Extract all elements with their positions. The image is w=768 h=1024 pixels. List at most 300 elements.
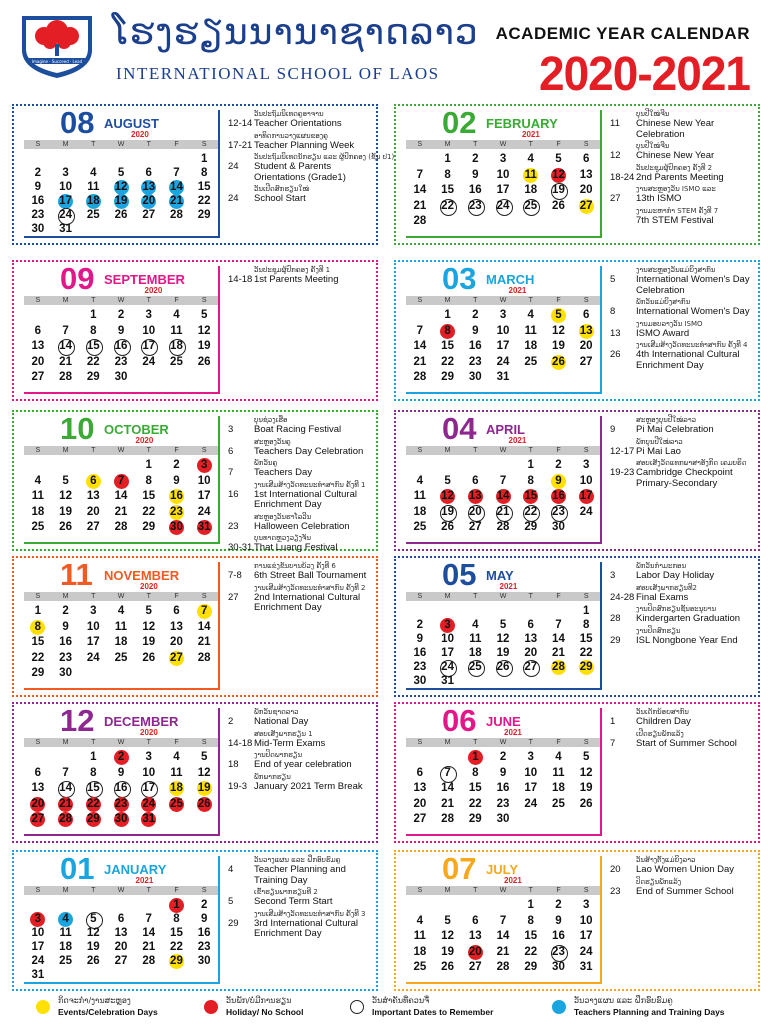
day-cell: 5 [117,167,125,179]
event-english-label: Teacher Planning Week [254,139,355,151]
day-cell: 26 [441,961,454,973]
weekday-label: M [62,593,69,600]
day-cell: 5 [444,474,451,487]
mini-calendar [24,261,220,394]
day-cell: 11 [170,324,183,337]
day-cell: 18 [524,184,538,196]
mini-calendar [406,851,602,984]
day-cell [434,604,462,618]
day-cell [52,458,80,474]
day-cell: 19 [107,194,135,208]
weekday-label: T [528,297,533,304]
week-row [406,960,600,976]
day-cell: 21 [114,505,128,518]
day-cell: 21 [413,355,427,368]
day-cell: 18 [524,340,538,352]
day-cell [545,214,573,230]
day-cell: 15 [79,339,107,355]
day-cell: 16 [107,339,135,355]
weekday-label: T [146,141,151,148]
day-cell: 20 [461,945,489,961]
day-grid [24,458,218,536]
month-name: SEPTEMBER [104,272,185,287]
event-date: 20 [610,864,621,875]
weekday-header [406,296,600,305]
legend-english-label: Holiday/ No School [226,1007,304,1017]
day-cell: 18 [79,194,107,208]
day-cell: 5 [555,153,562,165]
month-number: 02 [442,105,477,140]
event-english-label: International Women's Day [636,306,750,317]
legend [0,996,768,1020]
day-cell: 2 [117,309,125,321]
day-cell [489,898,517,914]
day-cell: 31 [190,520,218,536]
day-cell: 24 [52,208,80,222]
event-lao-label: ວັນປະຖົມນິເທດນັກຮຽນ ແລະ ຜູ້ປົກຄອງ (ຊັ້ນ ປ1) [254,153,395,161]
weekday-label: S [417,141,423,148]
day-cell: 18 [413,945,427,958]
day-cell: 20 [461,505,489,521]
event-item [228,856,378,886]
event-lao-label: ສອບເສັງວັດແທກພາສາອັງກິດ ເຄມບຣິດ [636,459,747,467]
day-cell: 24 [579,505,593,518]
day-cell: 29 [468,813,482,825]
weekday-label: S [35,739,41,746]
day-cell [163,666,191,682]
day-cell: 5 [200,751,208,763]
day-cell [107,666,135,682]
mini-calendar [406,261,602,394]
mini-calendar [406,411,602,544]
weekday-label: W [117,297,125,304]
day-cell: 28 [197,651,211,664]
day-cell: 15 [441,340,454,352]
event-lao-label: ງານປິດສົກຮຽນຊັ້ນອະນຸບານ [636,605,717,613]
week-row [406,370,600,386]
month-number: 01 [60,851,95,886]
day-cell: 19 [197,340,211,352]
day-cell: 28 [413,371,427,383]
day-cell [517,674,545,688]
day-cell: 31 [579,961,593,973]
day-cell: 13 [579,168,593,181]
day-cell: 29 [79,812,107,828]
weekday-label: T [146,739,151,746]
day-cell: 8 [24,620,52,636]
event-lao-label: ວັນປະຊຸມຜູ້ປົກຄອງ ຄັ້ງທີ 1 [254,266,331,274]
week-row [24,489,218,505]
day-cell: 21 [441,797,454,810]
day-cell: 14 [496,930,510,942]
week-row [406,945,600,961]
event-english-label: End of Summer School [636,885,734,897]
day-cell: 13 [170,620,183,633]
month-panel-february [394,104,760,245]
day-cell [52,152,80,166]
weekday-label: M [62,887,69,894]
day-cell: 12 [552,324,565,337]
day-cell [52,750,80,766]
month-year: 2020 [131,130,149,139]
day-cell: 21 [52,797,80,813]
event-english-label: Kindergarten Graduation [636,613,741,624]
month-year: 2021 [508,436,527,445]
weekday-label: T [146,297,151,304]
event-lao-label: ບຸນທາດຫຼວງວຽງຈັນ [254,534,312,542]
day-cell: 3 [24,912,52,926]
school-logo [14,12,100,80]
day-cell: 27 [86,521,100,533]
day-cell: 1 [200,153,208,165]
day-cell: 13 [468,930,482,942]
day-cell: 6 [79,474,107,490]
week-row [24,308,218,324]
weekday-label: F [556,593,561,600]
event-english-label: Student & Parents Orientations (Grade1) [254,161,346,183]
day-cell: 19 [59,505,72,518]
event-lao-label: ງານປິດພາກຮຽນ [254,751,303,759]
weekday-label: T [91,739,96,746]
weekday-label: S [35,447,41,454]
month-number: 11 [60,557,93,592]
week-row [406,812,600,828]
event-lao-label: ພັກບຸນປີໃໝ່ລາວ [636,437,683,446]
day-cell: 28 [496,961,510,973]
day-cell: 19 [552,340,565,352]
month-number: 09 [60,261,95,296]
event-english-label: 2nd International Cultural Enrichment Day [254,591,361,613]
day-cell: 18 [163,339,191,355]
weekday-label: S [201,141,207,148]
month-number: 06 [442,703,477,738]
day-cell: 17 [197,490,211,502]
day-cell: 3 [582,459,590,471]
weekday-label: W [499,593,507,600]
day-grid [406,604,600,688]
day-cell: 17 [496,184,510,196]
week-row [406,505,600,521]
weekday-label: F [174,739,179,746]
event-english-label: January 2021 Term Break [254,780,363,792]
day-cell: 9 [173,474,180,487]
mini-calendar [406,557,602,690]
weekday-label: M [62,141,69,148]
week-row [406,646,600,660]
week-row [24,370,218,386]
event-english-label: 4th International Cultural Enrichment Day [636,349,740,371]
day-cell: 4 [52,912,80,926]
day-cell [517,370,545,386]
day-cell [434,750,462,766]
day-cell: 28 [545,660,573,674]
week-row [24,180,218,194]
event-item [610,730,760,750]
month-year: 2020 [140,728,158,737]
day-cell: 24 [489,199,517,215]
day-cell: 27 [142,209,156,221]
day-cell: 8 [527,914,534,927]
events-list [610,562,760,648]
event-english-label: 7th STEM Festival [636,214,714,226]
day-cell: 2 [499,751,507,763]
day-cell [572,370,600,386]
event-date: 23 [228,520,239,532]
month-name: JANUARY [104,862,167,877]
event-date: 3 [610,570,616,581]
weekday-label: W [117,141,125,148]
weekday-header [24,446,218,455]
day-cell [135,898,163,912]
day-cell: 30 [107,812,135,828]
event-item [228,584,378,614]
mini-calendar [24,703,220,836]
week-row [24,954,218,968]
day-cell [190,370,218,386]
day-cell: 11 [552,766,565,779]
events-list [610,266,760,373]
day-cell [406,604,434,618]
event-item [228,513,378,533]
event-lao-label: ພັກພາກຮຽນ [254,772,291,781]
weekday-header [24,592,218,601]
event-item [228,110,378,130]
day-cell: 20 [86,505,100,518]
event-lao-label: ງານເສີມສ້າງວັດທະນະທຳສາກົນ ຄັ້ງທີ 1 [254,480,366,489]
day-cell: 27 [517,660,545,674]
weekday-label: T [473,593,478,600]
day-cell: 15 [197,181,211,193]
weekday-header [24,738,218,747]
day-cell: 29 [441,371,454,383]
month-year: 2021 [508,286,527,295]
weekday-label: T [528,739,533,746]
event-item [610,298,760,318]
day-cell [461,214,489,230]
month-panel-may [394,556,760,697]
day-cell: 11 [469,633,482,645]
day-cell: 6 [173,605,180,617]
day-cell: 5 [145,605,152,617]
legend-marker-icon [204,1000,218,1014]
month-name: APRIL [486,422,525,437]
day-cell: 3 [190,458,218,474]
event-english-label: 1st Parents Meeting [254,274,339,285]
day-cell [517,812,545,828]
day-cell: 30 [163,520,191,536]
day-cell: 7 [62,324,69,337]
day-cell: 26 [197,355,211,368]
day-cell [107,458,135,474]
week-row [24,152,218,166]
day-cell: 1 [34,605,42,617]
event-item [610,627,760,647]
event-item [228,562,378,582]
day-cell: 12 [441,930,454,942]
day-cell: 23 [107,797,135,813]
day-cell: 14 [52,781,80,797]
day-cell [461,458,489,474]
day-cell: 15 [524,930,538,942]
event-date: 29 [228,917,239,929]
day-grid [24,152,218,236]
event-lao-label: ການແຂ່ງຂັນບານບ້ວງ ຄັ້ງທີ 6 [254,562,336,570]
weekday-label: T [473,447,478,454]
month-panel-august [12,104,395,245]
day-grid [406,308,600,386]
day-cell: 10 [441,633,454,645]
weekday-label: F [556,739,561,746]
weekday-label: S [583,739,589,746]
event-date: 27 [610,193,621,204]
day-cell: 7 [499,474,507,487]
day-cell: 12 [579,766,593,779]
day-cell: 21 [496,945,510,958]
weekday-header [24,296,218,305]
event-date [610,207,636,227]
weekday-header [24,140,218,149]
day-cell: 26 [59,521,72,533]
week-row [406,674,600,688]
week-row [24,968,218,982]
event-lao-label: ງານມະຫາກຳ STEM ຄັ້ງທີ 7 [636,206,719,215]
day-grid [24,750,218,828]
weekday-label: S [201,887,207,894]
event-date: 19-23 [610,467,635,478]
day-cell: 27 [413,813,427,825]
event-item [228,132,378,152]
day-cell: 17 [524,782,538,794]
day-cell: 17 [52,194,80,208]
day-cell: 1 [163,898,191,912]
mini-calendar [406,105,602,238]
weekday-label: S [35,887,41,894]
weekday-label: S [201,297,207,304]
day-cell: 11 [517,168,545,184]
day-cell: 24 [31,955,45,967]
weekday-label: F [174,141,179,148]
event-lao-label: ເປີດຮຽນພັກແລ້ງ [636,729,684,738]
weekday-header [24,886,218,895]
weekday-label: T [91,141,96,148]
day-cell: 4 [416,474,424,487]
event-date: 7 [228,467,234,478]
week-row [406,458,600,474]
week-row [24,505,218,521]
day-cell [135,968,163,982]
day-cell [434,458,462,474]
day-grid [24,308,218,386]
day-cell: 24 [197,505,211,518]
event-item [610,416,760,436]
event-date: 13 [610,327,621,339]
day-cell: 20 [114,941,128,953]
event-date: 8 [610,306,616,317]
month-number: 03 [442,261,477,296]
day-cell: 8 [200,167,208,179]
day-grid [24,604,218,682]
day-cell: 22 [31,651,45,664]
week-row [24,194,218,208]
day-cell: 17 [135,339,163,355]
day-cell: 16 [468,340,482,352]
day-cell: 16 [31,195,45,207]
day-grid [406,898,600,976]
event-lao-label: ງານສະຫຼອງວັນ ISMO ແລະ [636,185,716,193]
weekday-label: S [201,593,207,600]
day-cell: 9 [117,766,125,779]
event-english-label: 2nd Parents Meeting [636,171,724,183]
day-cell: 1 [90,309,97,321]
event-item [228,534,378,554]
day-cell [406,308,434,324]
event-item [610,110,760,140]
day-cell: 16 [468,184,482,196]
day-cell: 29 [163,954,191,968]
event-item [228,266,378,286]
day-cell [24,898,52,912]
day-cell: 26 [190,797,218,813]
event-english-label: Mid-Term Exams [254,737,326,749]
day-cell: 23 [496,797,510,810]
event-item [228,773,378,793]
weekday-label: S [583,297,589,304]
event-english-label: ISL Nongbone Year End [636,634,738,646]
day-cell [24,750,52,766]
day-cell: 22 [434,199,462,215]
day-cell: 5 [62,474,69,487]
day-cell [79,152,107,166]
event-lao-label: ງານເສີມສ້າງວັດທະນະທຳສາກົນ ຄັ້ງທີ 2 [254,583,366,592]
day-cell: 19 [441,945,454,958]
day-cell: 4 [90,167,97,179]
event-item [228,459,378,479]
day-cell: 2 [200,899,208,911]
week-row [406,898,600,914]
day-cell: 8 [527,474,534,487]
day-cell [434,214,462,230]
day-cell: 14 [552,633,565,645]
day-cell: 12 [197,766,211,779]
day-cell: 19 [579,782,593,794]
event-item [610,708,760,728]
day-cell: 9 [416,633,424,645]
day-cell: 8 [472,766,479,779]
month-panel-june [394,702,760,843]
day-cell: 5 [79,912,107,926]
event-date: 24 [228,193,239,204]
month-panel-april [394,410,760,551]
month-number: 05 [442,557,477,592]
day-cell: 15 [579,633,593,645]
day-cell: 3 [527,751,534,763]
weekday-label: M [444,593,451,600]
day-cell [190,666,218,682]
event-english-label: Final Exams [636,591,689,603]
event-lao-label: ບຸນປີໃໝ່ຈີນ [636,110,670,118]
day-cell: 19 [142,636,156,648]
day-cell: 7 [434,766,462,782]
day-cell: 14 [142,927,156,939]
event-english-label: Teachers Day [254,467,313,478]
day-cell: 7 [416,168,424,181]
month-name: FEBRUARY [486,116,558,131]
day-cell: 22 [579,647,593,659]
day-cell: 13 [135,180,163,194]
day-cell: 25 [413,961,427,973]
day-cell: 28 [170,209,183,221]
event-item [610,341,760,371]
